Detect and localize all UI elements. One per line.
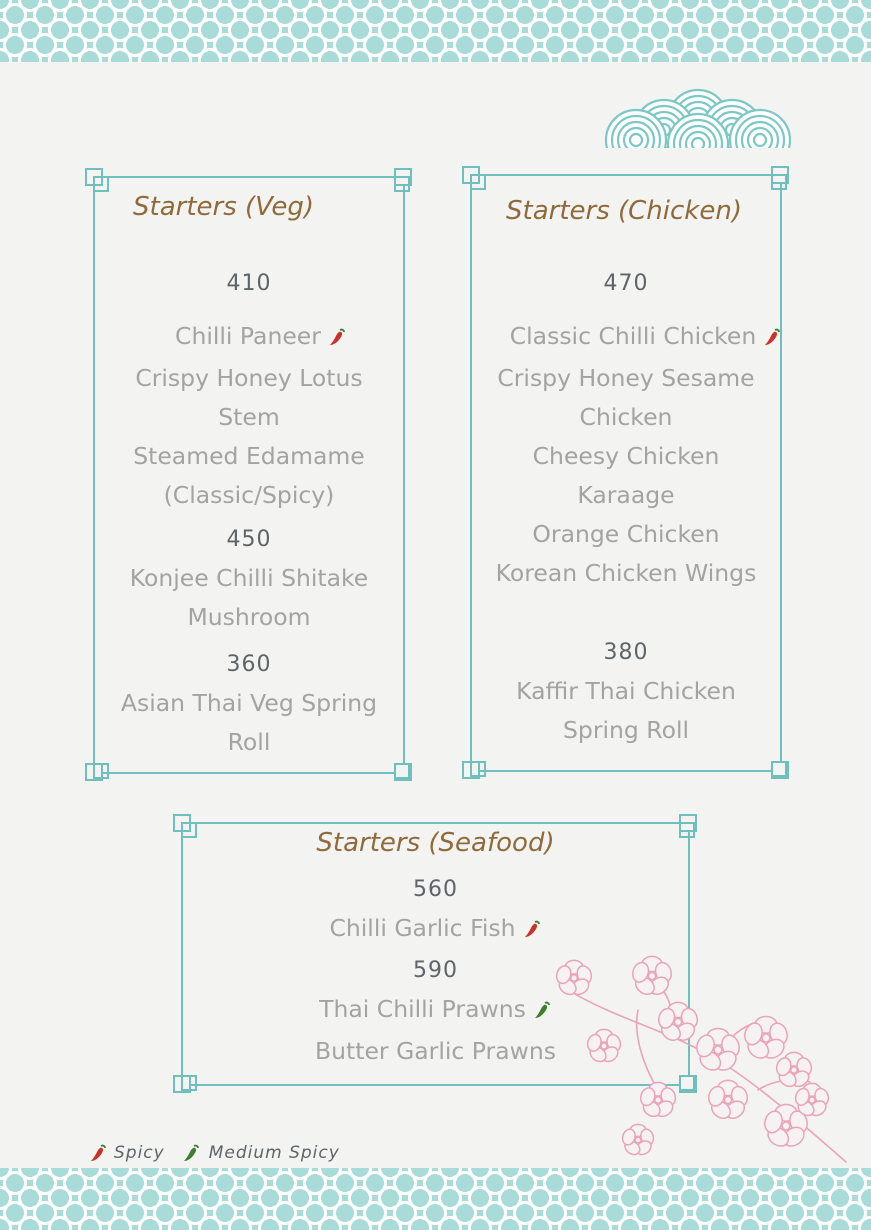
menu-list bbox=[468, 264, 784, 750]
menu-item bbox=[468, 317, 784, 359]
price: 560 bbox=[413, 877, 458, 902]
red-chili-icon bbox=[327, 320, 347, 359]
price: 360 bbox=[226, 652, 272, 677]
red-chili-icon bbox=[522, 912, 542, 951]
chicken-starters-panel bbox=[462, 166, 790, 780]
item-name: Thai Chilli Prawns bbox=[319, 995, 526, 1023]
top-pattern-band bbox=[0, 0, 871, 62]
section-title: Starters (Seafood) bbox=[316, 828, 555, 858]
legend-spicy-label: Spicy bbox=[114, 1143, 165, 1163]
menu-item bbox=[468, 554, 784, 593]
menu-item bbox=[93, 437, 405, 515]
item-name: Crispy Honey Lotus Stem bbox=[135, 364, 363, 431]
seigaiha-wave-icon bbox=[600, 72, 792, 152]
green-chili-icon bbox=[181, 1143, 201, 1163]
item-name: Chilli Garlic Fish bbox=[329, 914, 516, 942]
legend-medium-spicy-label: Medium Spicy bbox=[208, 1143, 340, 1163]
veg-starters-panel bbox=[85, 168, 413, 782]
spice-legend bbox=[88, 1140, 340, 1166]
item-name: Konjee Chilli Shitake Mushroom bbox=[129, 564, 369, 631]
menu-item bbox=[93, 317, 405, 359]
item-name: Korean Chicken Wings bbox=[495, 559, 757, 587]
price: 590 bbox=[413, 958, 458, 983]
red-chili-icon bbox=[88, 1143, 108, 1163]
menu-item bbox=[468, 515, 784, 554]
cherry-blossom-icon bbox=[548, 950, 848, 1170]
bottom-pattern-band bbox=[0, 1168, 871, 1230]
price: 380 bbox=[603, 640, 649, 665]
item-name: Orange Chicken bbox=[532, 520, 720, 548]
item-name: Crispy Honey Sesame Chicken bbox=[497, 364, 755, 431]
price: 450 bbox=[226, 527, 272, 552]
item-name: Kaffir Thai Chicken Spring Roll bbox=[516, 677, 736, 744]
menu-item bbox=[93, 684, 405, 762]
menu-item bbox=[468, 437, 784, 515]
item-name: Asian Thai Veg Spring Roll bbox=[120, 689, 378, 756]
menu-item bbox=[93, 359, 405, 437]
menu-list bbox=[93, 264, 405, 762]
menu-item bbox=[93, 559, 405, 637]
item-name: Classic Chilli Chicken bbox=[509, 322, 757, 350]
section-title: Starters (Veg) bbox=[133, 192, 315, 222]
item-name: Chilli Paneer bbox=[175, 322, 321, 350]
item-name: Butter Garlic Prawns bbox=[315, 1037, 556, 1065]
menu-item bbox=[468, 359, 784, 437]
item-name: Steamed Edamame (Classic/Spicy) bbox=[133, 442, 365, 509]
price: 410 bbox=[226, 271, 272, 296]
menu-item bbox=[173, 909, 698, 951]
menu-item bbox=[468, 672, 784, 750]
red-chili-icon bbox=[762, 320, 782, 359]
item-name: Cheesy Chicken Karaage bbox=[532, 442, 720, 509]
price: 470 bbox=[603, 271, 649, 296]
section-title: Starters (Chicken) bbox=[506, 196, 742, 226]
